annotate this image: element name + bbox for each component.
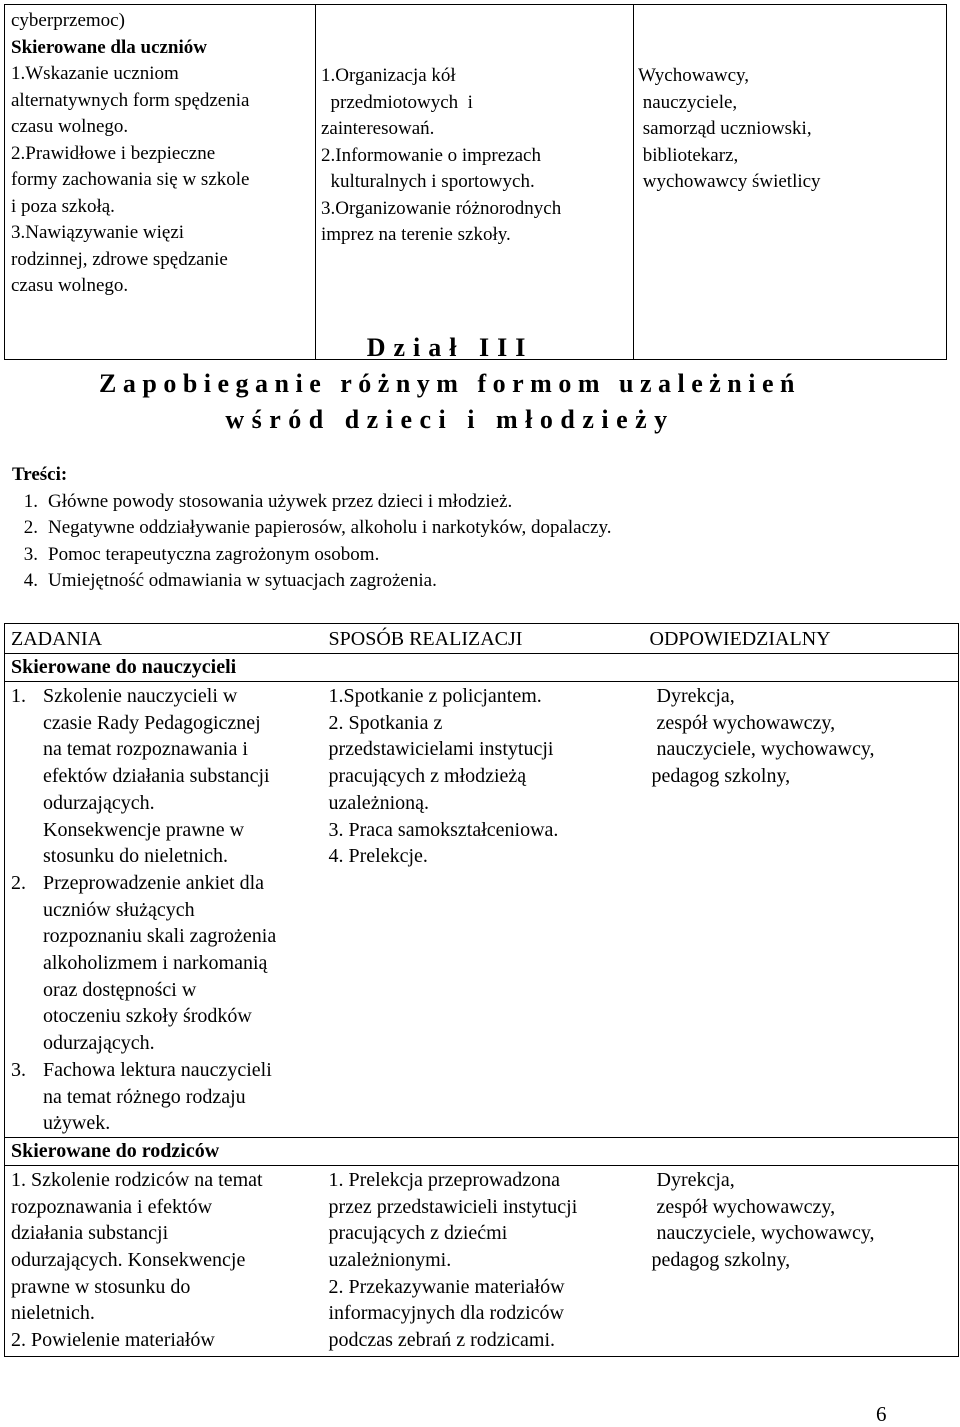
text-line: 1. Szkolenie rodziców na temat <box>11 1168 263 1191</box>
text-line: oraz dostępności w <box>43 978 197 1001</box>
text-line: pedagog szkolny, <box>646 765 791 788</box>
text-line: pracujących z młodzieżą <box>328 765 527 788</box>
list-item <box>12 568 912 595</box>
text-line: 2. Przekazywanie materiałów <box>328 1275 565 1298</box>
top-col-tasks-text <box>11 8 315 300</box>
teachers-methods-text <box>329 683 641 870</box>
text-line: zainteresowań. <box>321 118 435 139</box>
text-line: nieletnich. <box>11 1302 95 1325</box>
header-methods: SPOSÓB REALIZACJI <box>323 624 641 654</box>
text-line: 3. Praca samokształceniowa. <box>328 818 559 841</box>
text-line: nauczyciele, wychowawcy, <box>646 738 875 761</box>
text-line: pedagog szkolny, <box>646 1249 791 1272</box>
text-line: Fachowa lektura nauczycieli <box>43 1058 272 1081</box>
text-line: informacyjnych dla rodziców <box>328 1302 564 1325</box>
section-row-parents <box>5 1137 959 1165</box>
list-item-number: 3. <box>23 543 38 565</box>
top-col-tasks <box>5 5 316 360</box>
text-line: otoczeniu szkoły środków <box>43 1005 252 1028</box>
text-line: kulturalnych i sportowych. <box>321 171 535 192</box>
text-line: przedstawicielami instytucji <box>328 738 554 761</box>
text-line: 2.Prawidłowe i bezpieczne <box>11 142 216 164</box>
list-item-number: 1. <box>23 490 38 512</box>
text-line: nauczyciele, wychowawcy, <box>646 1222 875 1245</box>
teachers-responsible-text <box>647 683 959 790</box>
top-col-responsible-text <box>638 63 946 196</box>
task-item <box>11 870 323 897</box>
parents-responsible-text <box>647 1167 959 1274</box>
parents-methods-cell <box>323 1165 641 1356</box>
list-item <box>12 489 912 516</box>
text-line: Szkolenie nauczycieli w <box>43 685 238 707</box>
parents-tasks-text <box>11 1167 323 1354</box>
heading-line-3: wśród dzieci i młodzieży <box>225 405 675 434</box>
list-item-text: Pomoc terapeutyczna zagrożonym osobom. <box>48 543 380 565</box>
text-line: 2. Spotkania z <box>328 711 443 734</box>
text-line: czasie Rady Pedagogicznej <box>43 711 261 734</box>
teachers-tasks-cell <box>5 682 323 1138</box>
parents-responsible-cell <box>641 1165 959 1356</box>
section-title: Skierowane do rodziców <box>5 1137 959 1165</box>
text-line: i poza szkołą. <box>11 195 115 217</box>
list-item-number: 2. <box>23 517 38 538</box>
text-line: odurzających. <box>43 791 155 814</box>
teachers-methods-cell <box>323 682 641 1138</box>
text-line: 3.Organizowanie różnorodnych <box>321 197 562 219</box>
text-line: bibliotekarz, <box>638 144 739 166</box>
text-line: 1.Wskazanie uczniom <box>11 63 179 84</box>
text-line: samorząd uczniowski, <box>638 118 812 139</box>
list-item-text: Negatywne oddziaływanie papierosów, alkoholu i narkotyków, dopalaczy. <box>48 517 612 538</box>
section-title: Skierowane do nauczycieli <box>5 654 959 682</box>
text-line: Wychowawcy, <box>638 65 750 86</box>
text-line: rozpoznaniu skali zagrożenia <box>43 925 277 948</box>
task-number: 1. <box>11 685 26 707</box>
text-line: formy zachowania się w szkole <box>11 169 250 190</box>
text-line: używek. <box>43 1112 111 1135</box>
text-line: 1. Prelekcja przeprowadzona <box>328 1168 561 1191</box>
text-line: imprez na terenie szkoły. <box>321 224 511 245</box>
text-line: odurzających. Konsekwencje <box>11 1249 246 1272</box>
text-line: Konsekwencje prawne w <box>43 818 245 841</box>
text-line: wychowawcy świetlicy <box>638 171 821 192</box>
text-line: 1.Organizacja kół <box>321 65 456 86</box>
top-col-methods-text <box>321 63 633 249</box>
text-line: 2. Powielenie materiałów <box>11 1329 215 1352</box>
contents-list <box>12 462 912 595</box>
teachers-responsible-cell <box>641 682 959 1138</box>
task-item <box>11 683 323 710</box>
text-line: przedmiotowych i <box>321 91 473 113</box>
parents-methods-text <box>329 1167 641 1354</box>
text-line: przez przedstawicieli instytucji <box>328 1195 578 1218</box>
list-item-number: 4. <box>23 570 38 591</box>
text-line: 4. Prelekcje. <box>328 845 428 868</box>
bottom-table <box>4 623 959 1357</box>
table-row <box>5 5 947 360</box>
list-item-text: Główne powody stosowania używek przez dzieci i młodzież. <box>48 490 513 512</box>
text-line: 1.Spotkanie z policjantem. <box>328 685 542 707</box>
heading-line-2: Zapobieganie różnym formom uzależnień <box>99 369 801 398</box>
text-line: cyberprzemoc) <box>11 10 125 31</box>
parents-tasks-cell <box>5 1165 323 1356</box>
task-number: 2. <box>11 871 26 894</box>
text-line: zespół wychowawczy, <box>646 1195 836 1218</box>
text-line: Przeprowadzenie ankiet dla <box>43 871 265 894</box>
text-line: działania substancji <box>11 1222 169 1245</box>
text-line: alternatywnych form spędzenia <box>11 89 250 111</box>
text-line: rozpoznawania i efektów <box>11 1195 213 1218</box>
list-item <box>12 542 912 569</box>
text-line: czasu wolnego. <box>11 116 129 137</box>
task-item <box>11 1057 323 1084</box>
heading-line-1: Dział III <box>366 333 534 362</box>
text-line: pracujących z dziećmi <box>328 1222 508 1245</box>
top-col-responsible <box>634 5 947 360</box>
text-line: 3.Nawiązywanie więzi <box>11 222 185 243</box>
text-line: Dyrekcja, <box>646 1168 735 1191</box>
table-row <box>5 1165 959 1356</box>
text-line: alkoholizmem i narkomanią <box>43 952 268 975</box>
text-line: uzależnioną. <box>328 791 429 814</box>
text-line: efektów działania substancji <box>43 765 270 788</box>
text-line: czasu wolnego. <box>11 275 129 296</box>
top-col-methods <box>316 5 634 360</box>
text-line: zespół wychowawczy, <box>646 711 836 734</box>
section-title: Skierowane dla uczniów <box>11 36 208 58</box>
top-table <box>4 4 947 360</box>
text-line: stosunku do nieletnich. <box>43 845 228 868</box>
task-number: 3. <box>11 1058 26 1081</box>
header-tasks: ZADANIA <box>5 624 323 654</box>
teachers-tasks-text <box>11 683 323 1137</box>
text-line: 2.Informowanie o imprezach <box>321 144 541 166</box>
text-line: na temat różnego rodzaju <box>43 1085 246 1108</box>
list-item <box>12 515 912 542</box>
text-line: podczas zebrań z rodzicami. <box>328 1329 556 1352</box>
text-line: nauczyciele, <box>638 91 738 113</box>
text-line: rodzinnej, zdrowe spędzanie <box>11 248 228 270</box>
page-number: 6 <box>876 1402 887 1426</box>
list-item-text: Umiejętność odmawiania w sytuacjach zagrożenia. <box>48 570 437 591</box>
text-line: uczniów służących <box>43 898 195 921</box>
table-header-row <box>5 624 959 654</box>
text-line: na temat rozpoznawania i <box>43 738 248 761</box>
section-heading <box>0 330 900 438</box>
contents-label: Treści: <box>12 464 68 485</box>
section-row-teachers <box>5 654 959 682</box>
text-line: Dyrekcja, <box>646 685 735 707</box>
header-responsible: ODPOWIEDZIALNY <box>641 624 959 654</box>
text-line: prawne w stosunku do <box>11 1275 191 1298</box>
table-row <box>5 682 959 1138</box>
text-line: uzależnionymi. <box>328 1249 452 1272</box>
text-line: odurzających. <box>43 1032 155 1055</box>
